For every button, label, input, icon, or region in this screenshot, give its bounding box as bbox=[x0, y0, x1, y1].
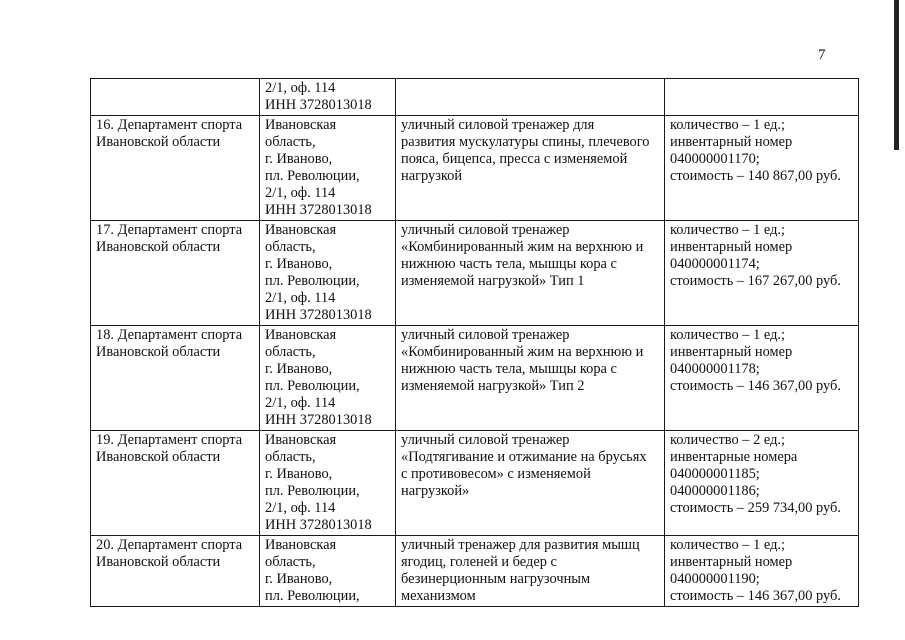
text-line: 2/1, оф. 114 bbox=[265, 290, 336, 306]
text-line: стоимость – 146 367,00 руб. bbox=[670, 588, 841, 604]
text-line: уличный силовой тренажер для bbox=[401, 117, 595, 133]
text-line: инвентарный номер bbox=[670, 554, 793, 570]
text-line: уличный тренажер для развития мышц bbox=[401, 537, 640, 553]
text-line: 2/1, оф. 114 bbox=[265, 80, 336, 96]
text-line: Ивановской области bbox=[96, 344, 221, 360]
page-number: 7 bbox=[818, 47, 826, 63]
text-line: инвентарный номер bbox=[670, 134, 793, 150]
text-line: Ивановская bbox=[265, 537, 337, 553]
text-line: 040000001190; bbox=[670, 571, 760, 587]
equipment-description-cell bbox=[396, 431, 665, 536]
text-line: 040000001174; bbox=[670, 256, 760, 272]
text-line: 19. Департамент спорта bbox=[96, 432, 243, 448]
text-line: Ивановской области bbox=[96, 449, 221, 465]
text-line: ягодиц, голеней и бедер с bbox=[401, 554, 557, 570]
text-line: нагрузкой bbox=[401, 168, 463, 184]
text-line: Ивановская bbox=[265, 117, 337, 133]
text-line: г. Иваново, bbox=[265, 571, 333, 587]
text-line: развития мускулатуры спины, плечевого bbox=[401, 134, 650, 150]
organization-cell bbox=[91, 326, 260, 431]
text-line: Ивановская bbox=[265, 222, 337, 238]
equipment-description-cell bbox=[396, 536, 665, 607]
text-line: 16. Департамент спорта bbox=[96, 117, 243, 133]
text-line: 20. Департамент спорта bbox=[96, 537, 243, 553]
text-line: инвентарные номера bbox=[670, 449, 798, 465]
text-line: 040000001186; bbox=[670, 483, 760, 499]
text-line: пл. Революции, bbox=[265, 378, 360, 394]
quantity-inventory-cost-cell bbox=[665, 116, 859, 221]
organization-cell bbox=[91, 79, 260, 116]
text-line: Ивановская bbox=[265, 327, 337, 343]
text-line: г. Иваново, bbox=[265, 361, 333, 377]
address-cell bbox=[260, 116, 396, 221]
text-line: ИНН 3728013018 bbox=[265, 412, 372, 428]
text-line: количество – 1 ед.; bbox=[670, 222, 785, 238]
address-cell bbox=[260, 221, 396, 326]
quantity-inventory-cost-cell bbox=[665, 536, 859, 607]
text-line: нижнюю часть тела, мышцы кора с bbox=[401, 361, 617, 377]
text-line: с противовесом» с изменяемой bbox=[401, 466, 591, 482]
text-line: пл. Революции, bbox=[265, 273, 360, 289]
organization-cell bbox=[91, 536, 260, 607]
text-line: уличный силовой тренажер bbox=[401, 327, 570, 343]
text-line: г. Иваново, bbox=[265, 466, 333, 482]
text-line: изменяемой нагрузкой» Тип 1 bbox=[401, 273, 585, 289]
table-row bbox=[91, 431, 859, 536]
quantity-inventory-cost-cell bbox=[665, 431, 859, 536]
text-line: количество – 2 ед.; bbox=[670, 432, 785, 448]
text-line: количество – 1 ед.; bbox=[670, 327, 785, 343]
text-line: ИНН 3728013018 bbox=[265, 202, 372, 218]
quantity-inventory-cost-cell bbox=[665, 221, 859, 326]
text-line: количество – 1 ед.; bbox=[670, 537, 785, 553]
text-line: Ивановской области bbox=[96, 134, 221, 150]
scan-edge-bar bbox=[894, 0, 899, 150]
text-line: пл. Революции, bbox=[265, 588, 360, 604]
text-line: область, bbox=[265, 134, 316, 150]
text-line: 040000001185; bbox=[670, 466, 760, 482]
text-line: 17. Департамент спорта bbox=[96, 222, 243, 238]
text-line: стоимость – 140 867,00 руб. bbox=[670, 168, 841, 184]
text-line: стоимость – 167 267,00 руб. bbox=[670, 273, 841, 289]
text-line: безинерционным нагрузочным bbox=[401, 571, 591, 587]
text-line: уличный силовой тренажер bbox=[401, 222, 570, 238]
address-cell bbox=[260, 326, 396, 431]
text-line: стоимость – 259 734,00 руб. bbox=[670, 500, 841, 516]
text-line: 2/1, оф. 114 bbox=[265, 500, 336, 516]
text-line: пл. Революции, bbox=[265, 168, 360, 184]
text-line: уличный силовой тренажер bbox=[401, 432, 570, 448]
text-line: нижнюю часть тела, мышцы кора с bbox=[401, 256, 617, 272]
table-row bbox=[91, 116, 859, 221]
text-line: «Комбинированный жим на верхнюю и bbox=[401, 239, 644, 255]
organization-cell bbox=[91, 221, 260, 326]
text-line: область, bbox=[265, 449, 316, 465]
address-cell bbox=[260, 431, 396, 536]
table-row bbox=[91, 536, 859, 607]
property-table bbox=[90, 78, 859, 607]
table-row bbox=[91, 79, 859, 116]
text-line: количество – 1 ед.; bbox=[670, 117, 785, 133]
text-line: инвентарный номер bbox=[670, 344, 793, 360]
text-line: стоимость – 146 367,00 руб. bbox=[670, 378, 841, 394]
equipment-description-cell bbox=[396, 79, 665, 116]
text-line: 040000001178; bbox=[670, 361, 760, 377]
text-line: ИНН 3728013018 bbox=[265, 97, 372, 113]
table-row bbox=[91, 221, 859, 326]
text-line: пл. Революции, bbox=[265, 483, 360, 499]
text-line: область, bbox=[265, 554, 316, 570]
address-cell bbox=[260, 79, 396, 116]
text-line: область, bbox=[265, 344, 316, 360]
text-line: область, bbox=[265, 239, 316, 255]
text-line: ИНН 3728013018 bbox=[265, 517, 372, 533]
quantity-inventory-cost-cell bbox=[665, 326, 859, 431]
quantity-inventory-cost-cell bbox=[665, 79, 859, 116]
text-line: 2/1, оф. 114 bbox=[265, 185, 336, 201]
text-line: г. Иваново, bbox=[265, 151, 333, 167]
address-cell bbox=[260, 536, 396, 607]
text-line: нагрузкой» bbox=[401, 483, 470, 499]
table-row bbox=[91, 326, 859, 431]
text-line: 040000001170; bbox=[670, 151, 760, 167]
text-line: 18. Департамент спорта bbox=[96, 327, 243, 343]
text-line: Ивановской области bbox=[96, 239, 221, 255]
text-line: 2/1, оф. 114 bbox=[265, 395, 336, 411]
text-line: изменяемой нагрузкой» Тип 2 bbox=[401, 378, 585, 394]
organization-cell bbox=[91, 431, 260, 536]
text-line: «Комбинированный жим на верхнюю и bbox=[401, 344, 644, 360]
organization-cell bbox=[91, 116, 260, 221]
equipment-description-cell bbox=[396, 326, 665, 431]
text-line: г. Иваново, bbox=[265, 256, 333, 272]
text-line: ИНН 3728013018 bbox=[265, 307, 372, 323]
equipment-description-cell bbox=[396, 116, 665, 221]
text-line: инвентарный номер bbox=[670, 239, 793, 255]
text-line: «Подтягивание и отжимание на брусьях bbox=[401, 449, 647, 465]
equipment-description-cell bbox=[396, 221, 665, 326]
text-line: механизмом bbox=[401, 588, 476, 604]
text-line: пояса, бицепса, пресса с изменяемой bbox=[401, 151, 628, 167]
text-line: Ивановской области bbox=[96, 554, 221, 570]
text-line: Ивановская bbox=[265, 432, 337, 448]
